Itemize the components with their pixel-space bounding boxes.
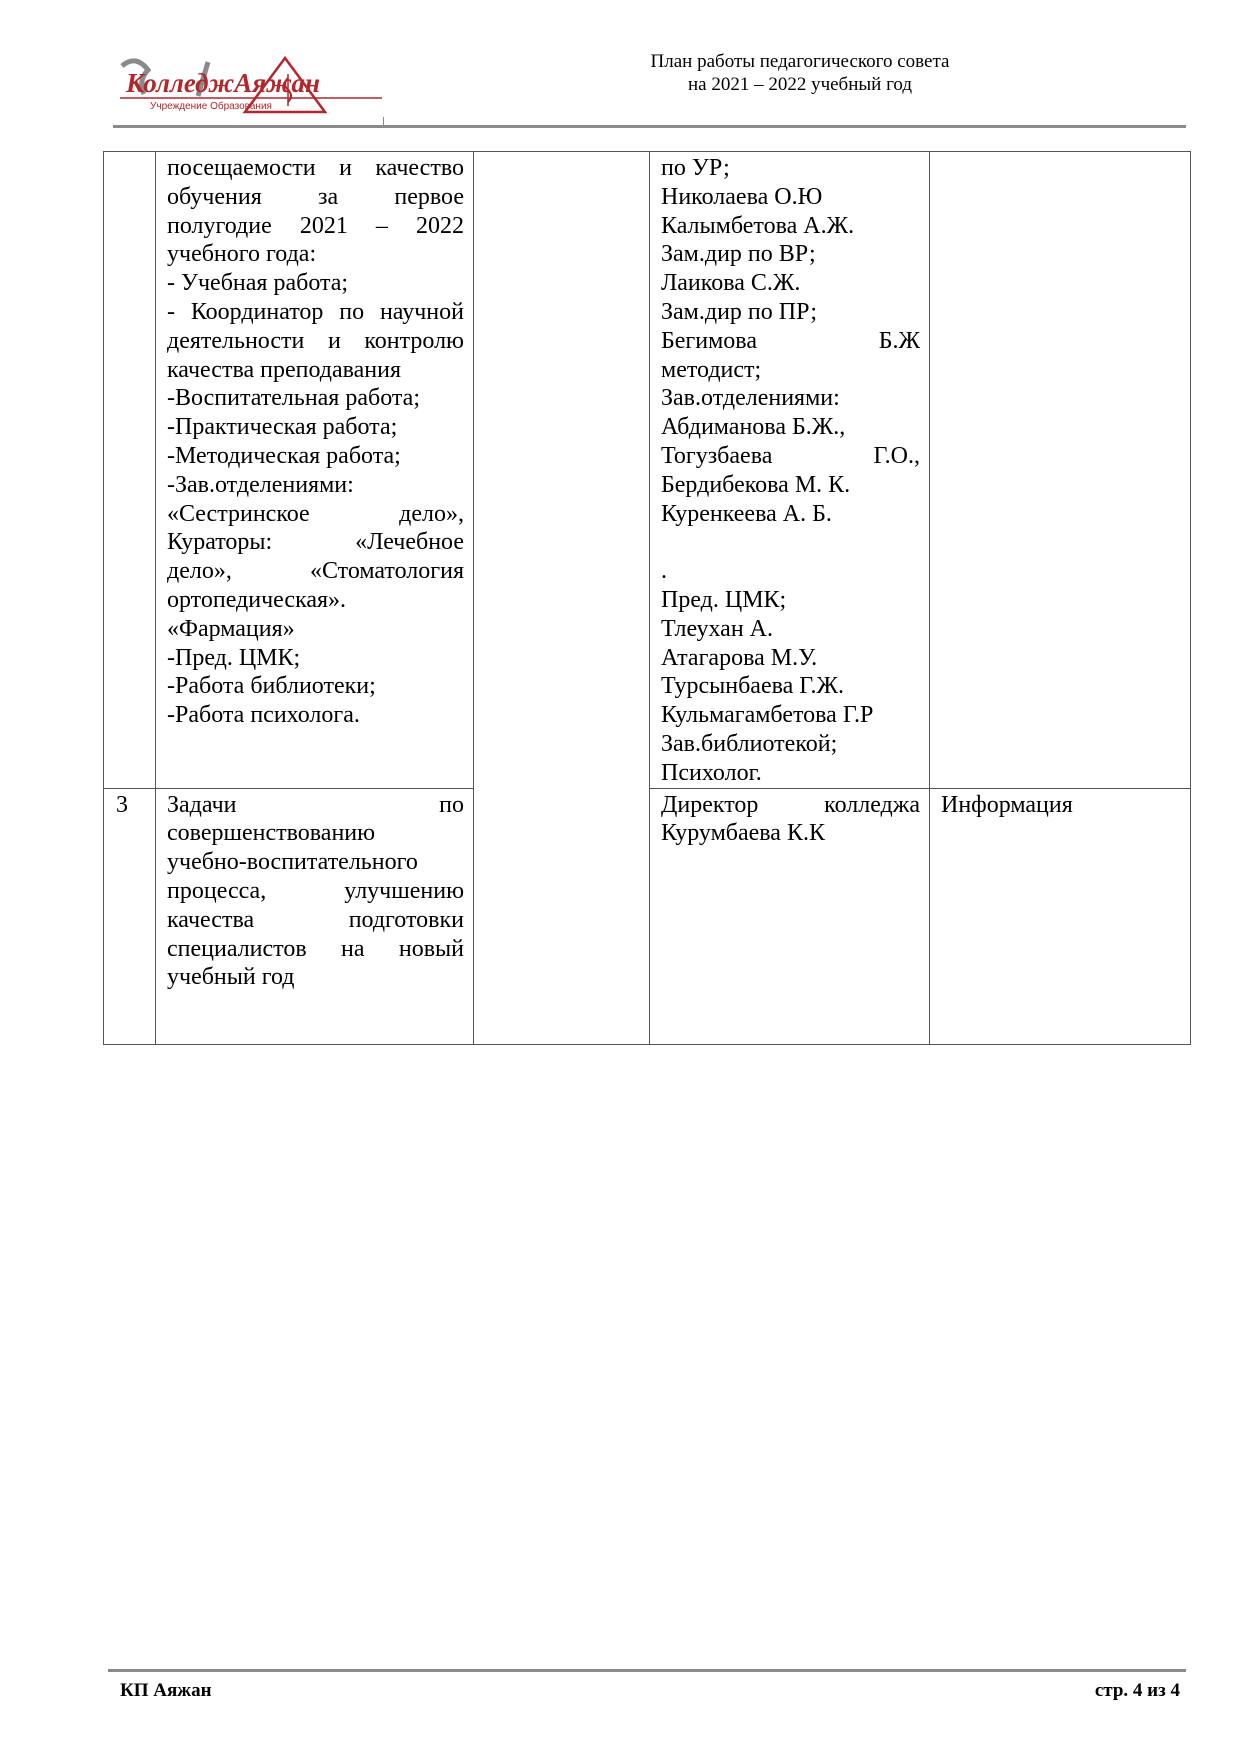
- responsible-line: Курумбаева К.К: [661, 820, 825, 847]
- responsible-line: Зав.отделениями:: [661, 385, 840, 412]
- responsible-line: Кульмагамбетова Г.Р: [661, 702, 874, 729]
- form-cell: [930, 788, 1191, 1044]
- topic-line: -Методическая работа;: [167, 442, 401, 469]
- responsible-line: Атагарова М.У.: [661, 644, 818, 671]
- word: 2022: [416, 212, 464, 239]
- word: 2021: [299, 212, 348, 239]
- topic-line: учебного года:: [167, 241, 317, 268]
- word: полугодие: [167, 212, 272, 239]
- topic-line: -Пред. ЦМК;: [167, 644, 301, 671]
- responsible-line: Николаева О.Ю: [661, 183, 823, 210]
- table-row: [104, 152, 1191, 789]
- word: за: [318, 183, 339, 210]
- topic-line: [167, 154, 464, 183]
- responsible-line: .: [661, 558, 667, 585]
- word: качество: [375, 155, 464, 181]
- topic-line: учебный год: [167, 964, 295, 991]
- responsible-line: Зав.библиотекой;: [661, 730, 838, 757]
- header-divider: [113, 125, 1186, 128]
- document-title: [560, 50, 1040, 96]
- word: обучения: [167, 183, 262, 210]
- topic-line: Кураторы: «Лечебное: [167, 529, 464, 556]
- topic-line: -Работа библиотеки;: [167, 673, 376, 700]
- topic-line: -Зав.отделениями:: [167, 471, 354, 498]
- word: первое: [394, 183, 464, 210]
- logo-subtitle: Учреждение Образования: [150, 101, 272, 112]
- responsible-line: Тогузбаева Г.О.,: [661, 442, 920, 469]
- topic-line: совершенствованию: [167, 820, 376, 847]
- topic-line: -Работа психолога.: [167, 702, 360, 729]
- responsible-cell: [650, 788, 930, 1044]
- topic-line: качества преподавания: [167, 356, 402, 383]
- responsible-line: Бегимова Б.Ж: [661, 327, 920, 354]
- responsible-line: Директор колледжа: [661, 791, 920, 818]
- responsible-line: Куренкеева А. Б.: [661, 500, 832, 527]
- topic-line: [167, 183, 464, 212]
- responsible-line: Зам.дир по ВР;: [661, 241, 816, 268]
- row-number: 3: [116, 791, 128, 818]
- word: и: [339, 155, 352, 181]
- form-text: Информация: [941, 791, 1073, 818]
- topic-line: -Практическая работа;: [167, 414, 398, 441]
- topic-line: ортопедическая».: [167, 586, 347, 613]
- title-line-2: на 2021 – 2022 учебный год: [687, 74, 913, 95]
- responsible-line: Лаикова С.Ж.: [661, 270, 801, 297]
- logo-text: КолледжАяжан: [126, 68, 320, 98]
- responsible-cell: [650, 152, 930, 789]
- row-number-cell: [104, 788, 156, 1044]
- page-number: стр. 4 из 4: [1094, 1680, 1180, 1701]
- form-cell: [930, 152, 1191, 789]
- responsible-line: Турсынбаева Г.Ж.: [661, 673, 844, 700]
- topic-line: учебно-воспитательного: [167, 849, 418, 876]
- college-logo: [120, 56, 382, 118]
- topic-line: - Координатор по научной: [167, 298, 464, 325]
- responsible-line: Зам.дир по ПР;: [661, 298, 817, 325]
- title-line-1: План работы педагогического совета: [650, 51, 950, 72]
- topic-line: -Воспитательная работа;: [167, 385, 420, 412]
- topic-line: качества подготовки: [167, 906, 464, 933]
- responsible-line: по УР;: [661, 155, 730, 181]
- topic-line: «Сестринское дело»,: [167, 500, 464, 527]
- topic-line: [167, 212, 464, 241]
- logo-graphic: [120, 56, 382, 118]
- responsible-line: методист;: [661, 356, 762, 383]
- word: посещаемости: [167, 155, 316, 181]
- header-tick: [383, 117, 384, 125]
- footer-divider: [108, 1669, 1186, 1672]
- date-cell: [474, 152, 650, 1045]
- topic-cell: [156, 152, 474, 789]
- responsible-line: Тлеухан А.: [661, 615, 774, 642]
- topic-line: специалистов на новый: [167, 935, 464, 962]
- row-number-cell: [104, 152, 156, 789]
- topic-line: - Учебная работа;: [167, 270, 349, 297]
- responsible-line: Психолог.: [661, 759, 762, 786]
- responsible-line: [661, 528, 920, 557]
- topic-cell: [156, 788, 474, 1044]
- topic-line: «Фармация»: [167, 615, 295, 642]
- responsible-line: Бердибекова М. К.: [661, 471, 851, 498]
- topic-line: Задачи по: [167, 791, 464, 818]
- responsible-line: Пред. ЦМК;: [661, 586, 787, 613]
- responsible-line: Абдиманова Б.Ж.,: [661, 414, 846, 441]
- word: –: [375, 212, 388, 239]
- topic-line: процесса, улучшению: [167, 877, 464, 904]
- topic-line: деятельности и контролю: [167, 327, 464, 354]
- responsible-line: Калымбетова А.Ж.: [661, 212, 855, 239]
- topic-line: дело», «Стоматология: [167, 558, 464, 585]
- footer-org: КП Аяжан: [120, 1680, 212, 1701]
- plan-table: [103, 151, 1191, 1045]
